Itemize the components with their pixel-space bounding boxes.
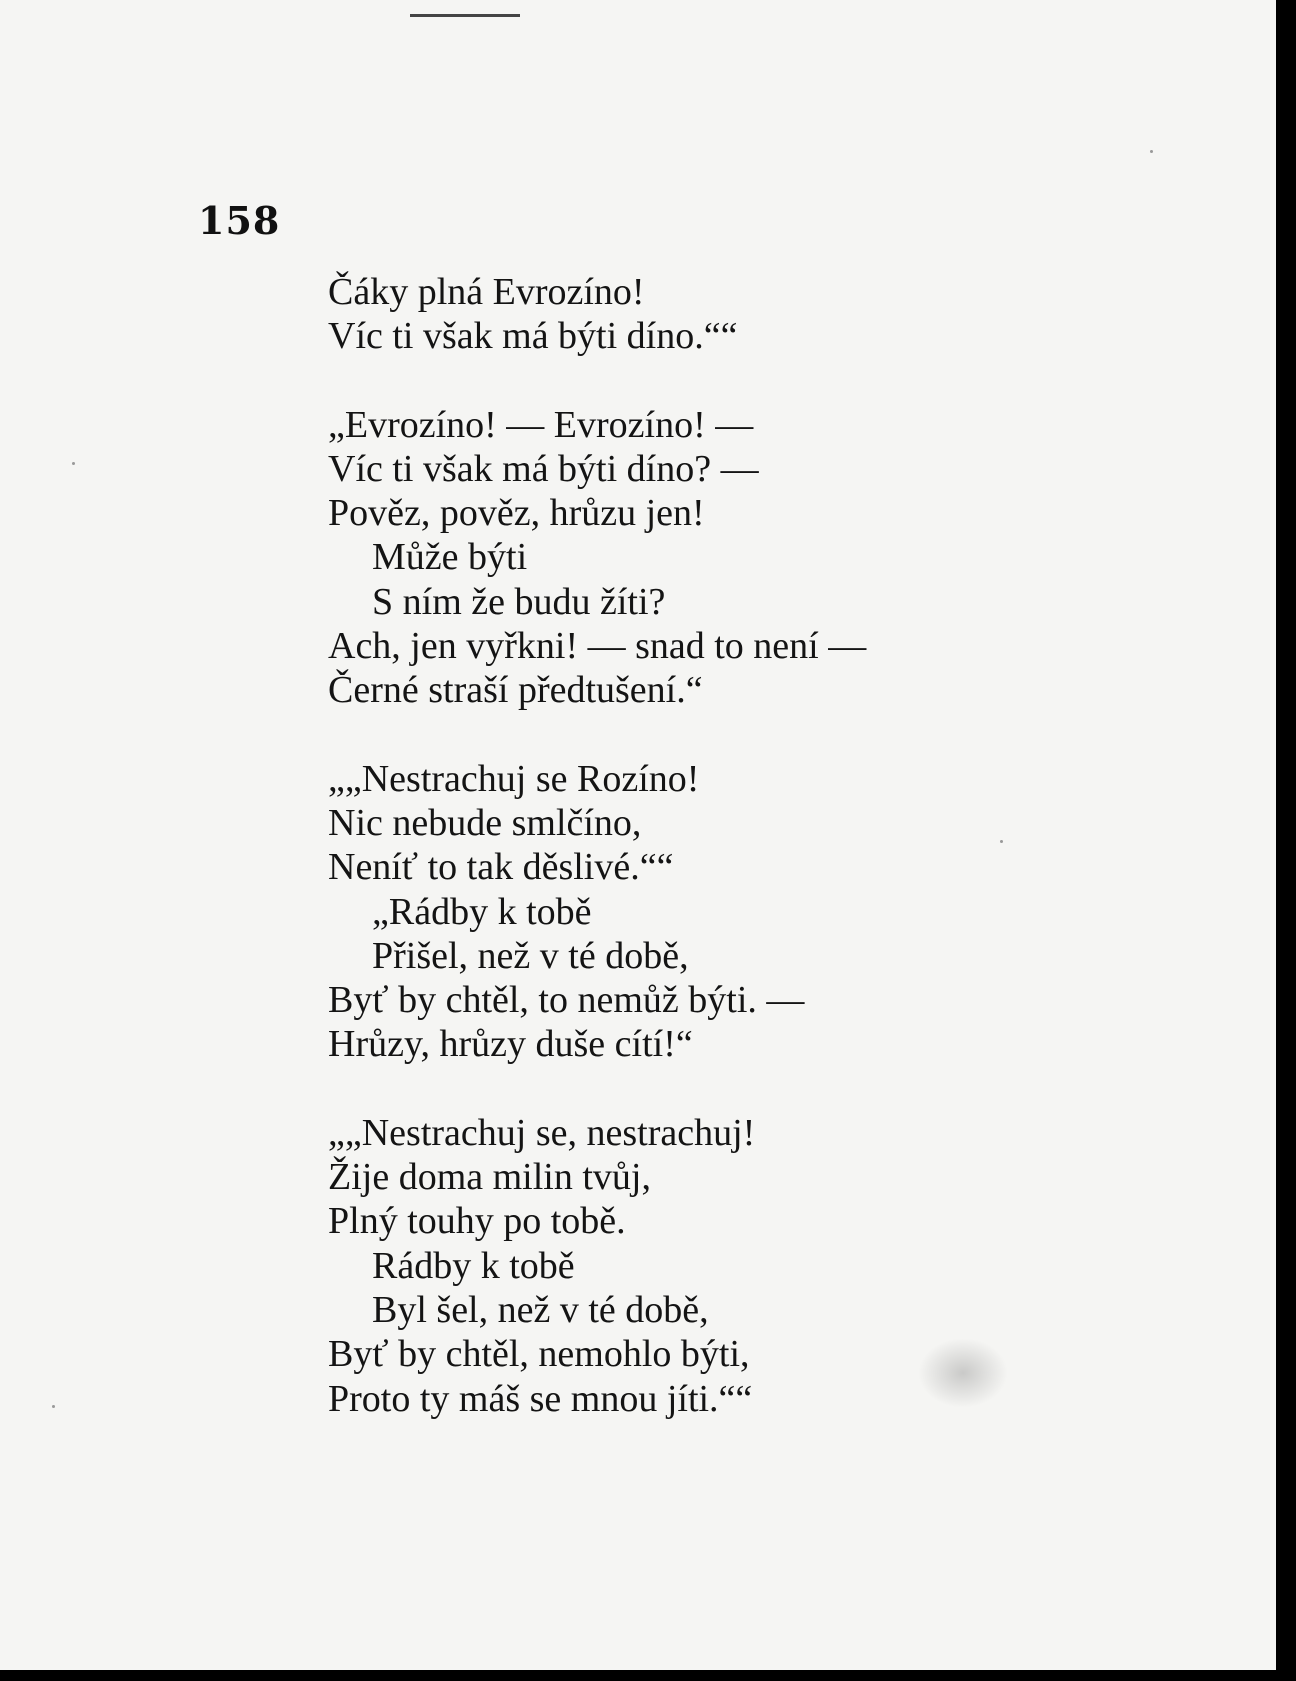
poem-line: Ach, jen vyřkni! — snad to není — (328, 625, 867, 668)
print-mark (410, 14, 520, 17)
poem-line: „„Nestrachuj se, nestrachuj! (328, 1111, 756, 1154)
poem-line: Neníť to tak děslivé.““ (328, 846, 674, 889)
scan-border-right (1276, 0, 1296, 1681)
scan-border-bottom (0, 1670, 1296, 1681)
poem-line: Hrůzy, hrůzy duše cítí!“ (328, 1023, 693, 1066)
poem-line: „Evrozíno! — Evrozíno! — (328, 403, 754, 446)
paper-speck (1000, 840, 1003, 843)
poem-line: Žije doma milin tvůj, (328, 1156, 651, 1199)
poem-line: S ním že budu žíti? (372, 580, 666, 623)
poem-line: Plný touhy po tobě. (328, 1200, 626, 1243)
poem-line: Černé straší předtušení.“ (328, 669, 703, 712)
poem-line: Víc ti však má býti díno.““ (328, 315, 738, 358)
ink-smudge (918, 1338, 1008, 1408)
poem-line: Nic nebude smlčíno, (328, 801, 642, 844)
poem-line: Víc ti však má býti díno? — (328, 447, 759, 490)
poem-line: „Rádby k tobě (372, 890, 592, 933)
poem-line: Pověz, pověz, hrůzu jen! (328, 492, 705, 535)
poem-line: Byť by chtěl, to nemůž býti. — (328, 979, 805, 1022)
paper-speck (1150, 150, 1153, 153)
poem-line: Byť by chtěl, nemohlo býti, (328, 1333, 750, 1376)
poem-line: Proto ty máš se mnou jíti.““ (328, 1377, 753, 1420)
poem-line: Přišel, než v té době, (372, 934, 689, 977)
poem-line: Může býti (372, 536, 528, 579)
paper-speck (52, 1405, 55, 1408)
stanza (328, 403, 866, 713)
poem-body (328, 270, 866, 1421)
poem-line: Rádby k tobě (372, 1244, 575, 1287)
page-number: 158 (198, 198, 281, 243)
poem-line: Byl šel, než v té době, (372, 1288, 709, 1331)
poem-line: „„Nestrachuj se Rozíno! (328, 757, 700, 800)
stanza (328, 757, 866, 1067)
stanza (328, 1111, 866, 1421)
paper-speck (72, 462, 75, 465)
stanza (328, 270, 866, 359)
poem-line: Čáky plná Evrozíno! (328, 271, 645, 313)
